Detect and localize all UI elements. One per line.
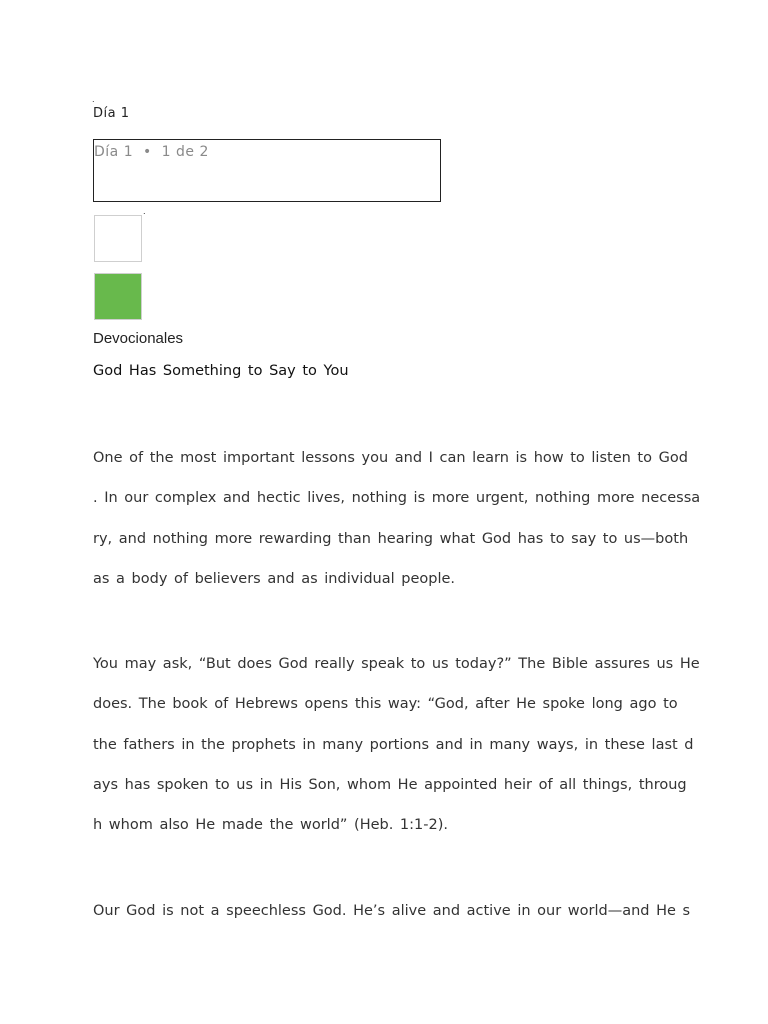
text-line: One of the most important lessons you and I can learn is how to listen to God	[93, 450, 688, 466]
text-line: h whom also He made the world” (Heb. 1:1-2).	[93, 817, 448, 834]
paragraph-3	[93, 902, 691, 942]
day-progress-text: Día 1 • 1 de 2	[94, 144, 209, 160]
devotional-title: God Has Something to Say to You	[93, 363, 349, 379]
blank-image-placeholder	[94, 215, 142, 262]
green-image-placeholder	[94, 273, 142, 320]
stray-dot-mark: .	[143, 207, 146, 216]
text-line: ry, and nothing more rewarding than hearing what God has to say to us—both	[93, 530, 689, 547]
text-line: Our God is not a speechless God. He’s alive and active in our world—and He s	[93, 903, 691, 919]
text-line: You may ask, “But does God really speak to us today?” The Bible assures us He	[93, 656, 700, 672]
section-label: Devocionales	[93, 330, 184, 347]
day-progress-box	[93, 139, 441, 202]
day-title: Día 1	[93, 106, 130, 121]
text-line: does. The book of Hebrews opens this way: “God, after He spoke long ago to	[93, 696, 678, 713]
text-line: . In our complex and hectic lives, nothing is more urgent, nothing more necessa	[93, 490, 701, 507]
text-line: the fathers in the prophets in many portions and in many ways, in these last d	[93, 736, 694, 753]
paragraph-1	[93, 449, 701, 610]
text-line: as a body of believers and as individual people.	[93, 570, 456, 587]
stray-dot-mark: .	[92, 95, 95, 104]
text-line: ays has spoken to us in His Son, whom He appointed heir of all things, throug	[93, 776, 687, 793]
paragraph-2	[93, 655, 700, 856]
